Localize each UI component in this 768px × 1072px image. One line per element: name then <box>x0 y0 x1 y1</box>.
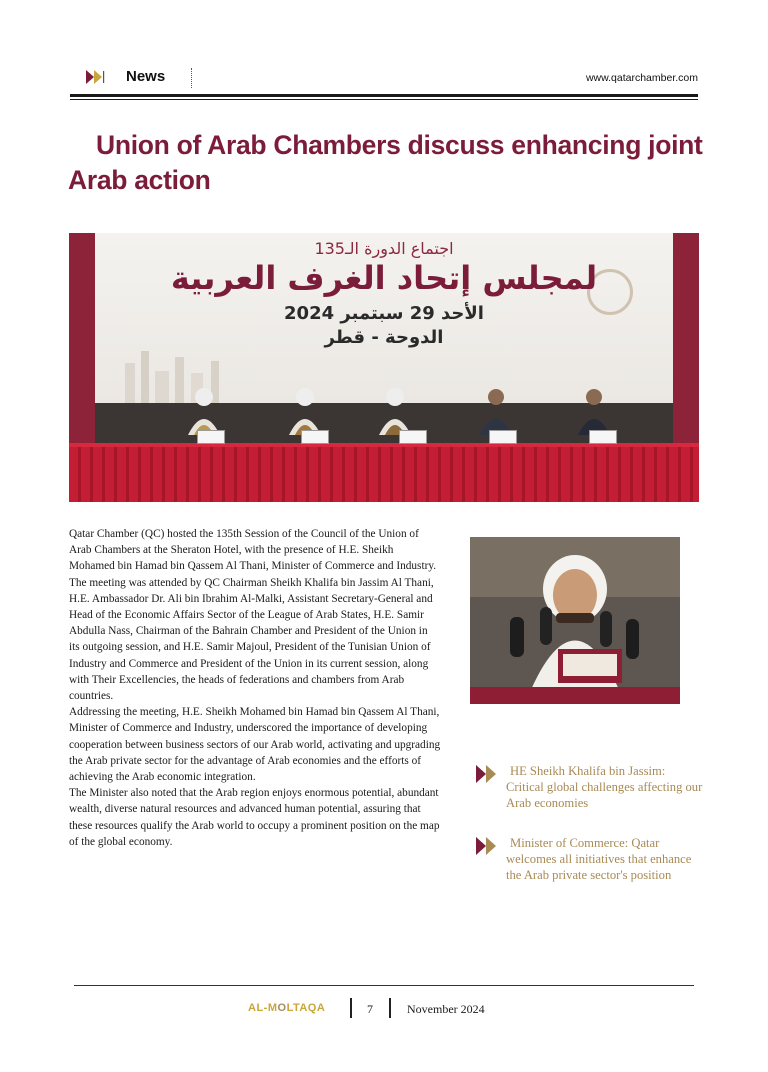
double-chevron-right-icon <box>476 765 498 783</box>
portrait-image <box>470 537 680 704</box>
section-label: News <box>126 68 166 85</box>
paragraph: Qatar Chamber (QC) hosted the 135th Session of the Council of the Union of Arab Chambers at the Sheraton Hotel, with the presence of H.E. Sheikh Mohamed bin Hamad bin Qassem Al Thani, Minister of Commerce and Industry. <box>69 528 437 573</box>
banner-location: الدوحة - قطر <box>324 327 444 348</box>
nameplate <box>399 430 427 444</box>
meeting-photo <box>69 233 699 502</box>
double-chevron-right-icon <box>86 70 106 84</box>
website-url: www.qatarchamber.com <box>585 72 698 84</box>
delegate-figure <box>285 385 325 435</box>
delegate-figure <box>184 385 224 435</box>
header-rule <box>70 94 698 97</box>
chairman-portrait <box>470 537 680 704</box>
header-rule-thin <box>70 99 698 100</box>
nameplate <box>589 430 617 444</box>
double-chevron-right-icon <box>476 837 498 855</box>
footer-divider <box>389 998 391 1018</box>
highlight-text <box>506 763 706 812</box>
footer-rule <box>74 985 694 986</box>
highlight-text <box>506 835 706 884</box>
meeting-banner <box>95 233 673 403</box>
table-skirt <box>69 447 699 502</box>
page-number: 7 <box>367 1002 373 1016</box>
article-title: Union of Arab Chambers discuss enhancing joint Arab action <box>68 130 703 195</box>
highlight-text-content: Minister of Commerce: Qatar welcomes all initiatives that enhance the Arab private sector's position <box>506 836 692 883</box>
paragraph: Addressing the meeting, H.E. Sheikh Mohamed bin Hamad bin Qassem Al Thani, Minister of Commerce and Industry, underscored the importance of developing cooperation between business sectors of our Arab world, activating and upgrading the Arab private sector for the advantage of Arab economies and the efforts of achieving the Arab economic integration. <box>69 706 441 784</box>
delegate-figure <box>574 385 614 435</box>
issue-date: November 2024 <box>407 1002 485 1016</box>
nameplate <box>301 430 329 444</box>
banner-date: الأحد 29 سبتمبر 2024 <box>284 303 484 324</box>
nameplate <box>489 430 517 444</box>
footer-divider <box>350 998 352 1018</box>
header-divider <box>191 68 192 88</box>
magazine-logo: AL-MOLTAQA <box>248 1002 326 1014</box>
paragraph: The Minister also noted that the Arab region enjoys enormous potential, abundant wealth, diverse natural resources and advanced human potential, assuring that these resources qualify the Arab world to occupy a prominent position on the map of the global economy. <box>69 787 440 848</box>
banner-session: اجتماع الدورة الـ135 <box>314 239 454 258</box>
delegate-figure <box>375 385 415 435</box>
paragraph: The meeting was attended by QC Chairman Sheikh Khalifa bin Jassim Al Thani, H.E. Ambassador Dr. Ali bin Ibrahim Al-Malki, Assistant Secretary-General and Head of the Economic Affairs Sector of the League of Arab States, H.E. Samir Abdulla Nass, Chairman of the Bahrain Chamber and President of the Union in its outgoing session, and H.E. Samir Majoul, President of the Tunisian Union of Industry and Commerce and President of the Union in its current session, along with Their Excellencies, the heads of federations and chambers from Arab countries. <box>69 576 434 703</box>
delegate-figure <box>476 385 516 435</box>
highlight-text-content: HE Sheikh Khalifa bin Jassim: Critical global challenges affecting our Arab economies <box>506 764 703 811</box>
nameplate <box>197 430 225 444</box>
banner-title: لمجلس إتحاد الغرف العربية <box>170 259 598 297</box>
article-body <box>69 526 441 850</box>
